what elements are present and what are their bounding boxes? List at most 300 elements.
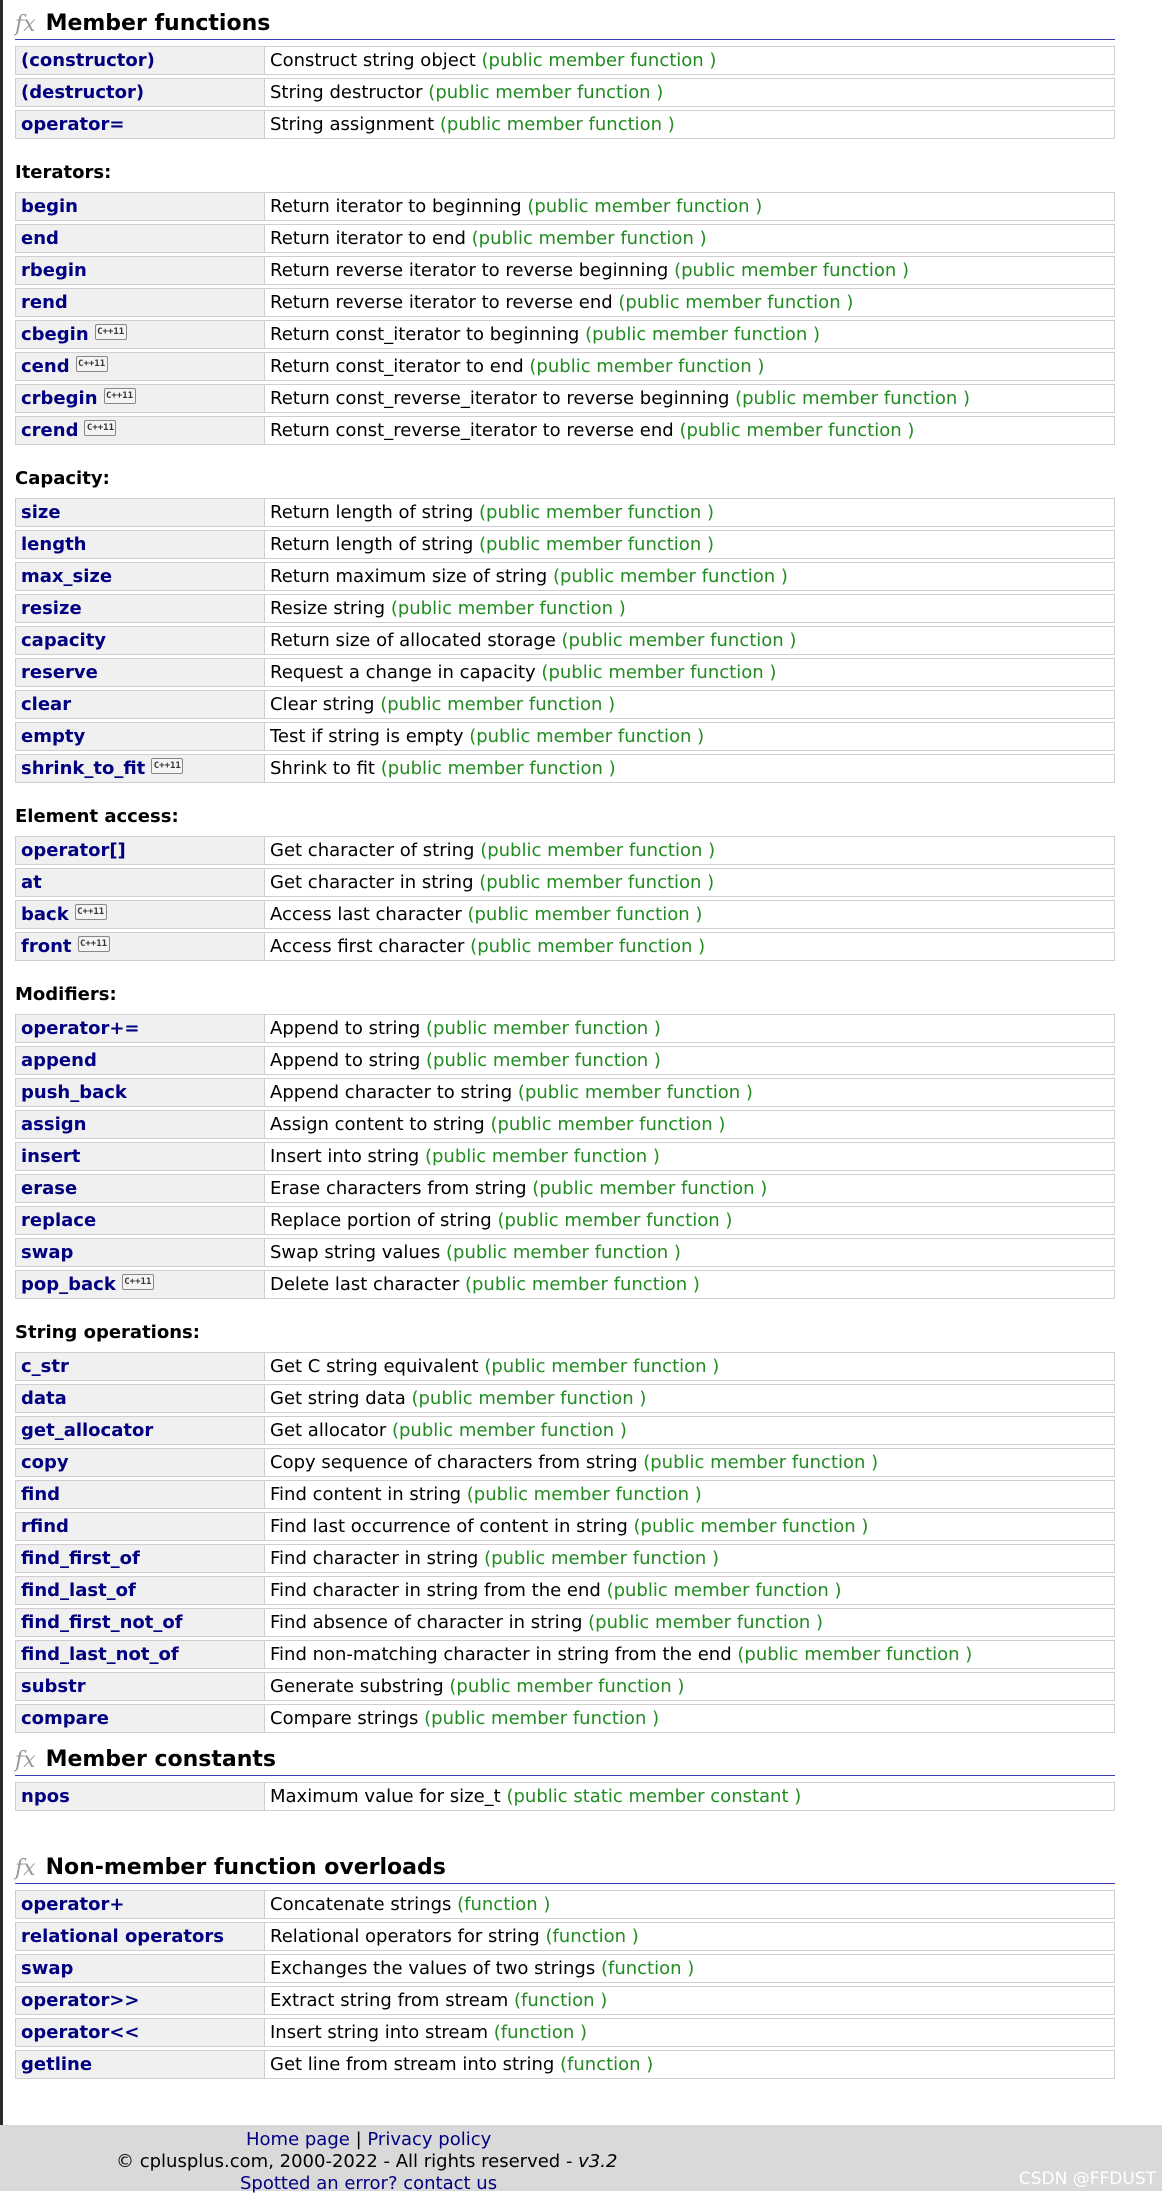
member-kind: (public member function )	[532, 1178, 768, 1199]
member-description: Access first character	[270, 936, 465, 957]
member-constants-section	[15, 1748, 1115, 1814]
cpp11-badge-icon: C++11	[75, 904, 107, 920]
member-description-cell	[264, 46, 1115, 75]
member-description: Delete last character	[270, 1274, 460, 1295]
member-description-cell	[264, 1270, 1115, 1299]
cpp11-badge-icon: C++11	[84, 420, 116, 436]
member-row	[15, 562, 1115, 591]
member-kind: (public member function )	[484, 1548, 720, 1569]
member-row	[15, 1174, 1115, 1203]
member-link-begin[interactable]: begin	[21, 196, 78, 217]
member-link-end[interactable]: end	[21, 228, 59, 249]
member-group	[15, 160, 1115, 448]
member-link-append[interactable]: append	[21, 1050, 97, 1071]
member-constants-header	[15, 1748, 1115, 1776]
member-kind: (function )	[545, 1926, 639, 1947]
member-description: Exchanges the values of two strings	[270, 1958, 596, 1979]
member-description-cell	[264, 78, 1115, 107]
member-name-cell	[15, 1110, 264, 1139]
member-description: Return length of string	[270, 534, 474, 555]
member-link-rbegin[interactable]: rbegin	[21, 260, 87, 281]
member-description-cell	[264, 1608, 1115, 1637]
member-group	[15, 466, 1115, 786]
member-name-cell	[15, 1014, 264, 1043]
member-description-cell	[264, 384, 1115, 413]
member-table	[15, 495, 1115, 786]
member-kind: (public member function )	[479, 502, 714, 523]
member-description: Get C string equivalent	[270, 1356, 479, 1377]
member-description-cell	[264, 868, 1115, 897]
member-row	[15, 1014, 1115, 1043]
member-description: String assignment	[270, 114, 435, 135]
member-description: Return const_reverse_iterator to reverse end	[270, 420, 674, 441]
member-description: Generate substring	[270, 1676, 444, 1697]
member-link-destructor[interactable]: (destructor)	[21, 82, 145, 103]
member-description-cell	[264, 722, 1115, 751]
member-description: Insert string into stream	[270, 2022, 489, 2043]
member-row	[15, 658, 1115, 687]
member-link-shrink-to-fit[interactable]: shrink_to_fit	[21, 758, 146, 779]
member-kind: (public member function )	[479, 872, 715, 893]
member-row	[15, 1986, 1115, 2015]
member-description-cell	[264, 1110, 1115, 1139]
member-link-operator[interactable]: operator=	[21, 114, 125, 135]
member-description: Get string data	[270, 1388, 406, 1409]
member-description: Concatenate strings	[270, 1894, 452, 1915]
member-row	[15, 1954, 1115, 1983]
member-kind: (public member function )	[633, 1516, 869, 1537]
member-description: Return iterator to beginning	[270, 196, 522, 217]
member-description: Return maximum size of string	[270, 566, 548, 587]
member-row	[15, 1270, 1115, 1299]
footer-links	[246, 2129, 491, 2150]
member-link-operator[interactable]: operator<<	[21, 2022, 140, 2043]
member-kind: (public member function )	[679, 420, 915, 441]
member-name-cell	[15, 754, 264, 783]
member-table	[15, 43, 1115, 142]
member-row	[15, 1672, 1115, 1701]
member-link-data[interactable]: data	[21, 1388, 67, 1409]
member-name-cell	[15, 1448, 264, 1477]
member-name-cell	[15, 352, 264, 381]
member-name-cell	[15, 498, 264, 527]
member-row	[15, 1512, 1115, 1541]
member-row	[15, 416, 1115, 445]
version-text: v3.2	[578, 2151, 618, 2172]
member-name-cell	[15, 416, 264, 445]
member-name-cell	[15, 1512, 264, 1541]
member-name-cell	[15, 2050, 264, 2079]
member-description-cell	[264, 498, 1115, 527]
member-kind: (function )	[600, 1958, 695, 1979]
member-name-cell	[15, 1384, 264, 1413]
member-table	[15, 1011, 1115, 1302]
member-description: Return const_reverse_iterator to reverse beginning	[270, 388, 730, 409]
member-description-cell	[264, 1174, 1115, 1203]
member-description-cell	[264, 594, 1115, 623]
fx-icon: fx	[15, 12, 36, 37]
member-kind: (public member function )	[517, 1082, 753, 1103]
member-kind: (function )	[457, 1894, 551, 1915]
member-link-cend[interactable]: cend	[21, 356, 70, 377]
member-kind: (public member function )	[737, 1644, 973, 1665]
member-link-c-str[interactable]: c_str	[21, 1356, 69, 1377]
member-link-find-last-of[interactable]: find_last_of	[21, 1580, 136, 1601]
member-link-get-allocator[interactable]: get_allocator	[21, 1420, 154, 1441]
member-link-rfind[interactable]: rfind	[21, 1516, 69, 1537]
member-name-cell	[15, 1046, 264, 1075]
member-name-cell	[15, 658, 264, 687]
member-link-replace[interactable]: replace	[21, 1210, 97, 1231]
member-name-cell	[15, 1704, 264, 1733]
member-link-crbegin[interactable]: crbegin	[21, 388, 98, 409]
member-link-insert[interactable]: insert	[21, 1146, 81, 1167]
member-description: Insert into string	[270, 1146, 420, 1167]
member-constants-table	[15, 1779, 1115, 1814]
member-link-copy[interactable]: copy	[21, 1452, 69, 1473]
member-description: Construct string object	[270, 50, 476, 71]
member-description: Erase characters from string	[270, 1178, 527, 1199]
member-link-length[interactable]: length	[21, 534, 87, 555]
footer-separator: |	[355, 2129, 362, 2150]
member-description-cell	[264, 1046, 1115, 1075]
member-row	[15, 626, 1115, 655]
member-description: Copy sequence of characters from string	[270, 1452, 638, 1473]
member-description-cell	[264, 932, 1115, 961]
member-row	[15, 1110, 1115, 1139]
section-title: Member functions	[45, 11, 271, 36]
member-description-cell	[264, 1416, 1115, 1445]
member-name-cell	[15, 1544, 264, 1573]
member-link-operator[interactable]: operator+	[21, 1894, 125, 1915]
member-description-cell	[264, 1512, 1115, 1541]
member-description-cell	[264, 1142, 1115, 1171]
member-row	[15, 594, 1115, 623]
member-description-cell	[264, 836, 1115, 865]
member-kind: (public member function )	[618, 292, 854, 313]
member-group	[15, 43, 1115, 142]
member-link-pop-back[interactable]: pop_back	[21, 1274, 116, 1295]
member-row	[15, 2018, 1115, 2047]
member-description-cell	[264, 1014, 1115, 1043]
member-name-cell	[15, 1576, 264, 1605]
member-description-cell	[264, 1078, 1115, 1107]
member-kind: (function )	[514, 1990, 608, 2011]
member-kind: (public member function )	[588, 1612, 824, 1633]
member-description-cell	[264, 1384, 1115, 1413]
member-description: String destructor	[270, 82, 423, 103]
member-description-cell	[264, 1986, 1115, 2015]
member-description: Request a change in capacity	[270, 662, 536, 683]
home-page-link[interactable]: Home page	[246, 2129, 350, 2150]
member-link-constructor[interactable]: (constructor)	[21, 50, 155, 71]
member-row	[15, 1206, 1115, 1235]
member-description-cell	[264, 224, 1115, 253]
member-description: Return iterator to end	[270, 228, 466, 249]
member-description: Get character in string	[270, 872, 474, 893]
member-row	[15, 1480, 1115, 1509]
group-label: Iterators:	[15, 162, 112, 183]
member-name-cell	[15, 594, 264, 623]
member-description: Maximum value for size_t	[270, 1786, 501, 1807]
member-description-cell	[264, 658, 1115, 687]
non-member-table	[15, 1887, 1115, 2082]
non-member-section	[15, 1856, 1115, 2082]
member-row	[15, 46, 1115, 75]
member-link-find-last-not-of[interactable]: find_last_not_of	[21, 1644, 179, 1665]
non-member-header	[15, 1856, 1115, 1884]
member-row	[15, 1352, 1115, 1381]
member-description-cell	[264, 754, 1115, 783]
member-description: Find character in string from the end	[270, 1580, 601, 1601]
member-link-substr[interactable]: substr	[21, 1676, 86, 1697]
member-link-cbegin[interactable]: cbegin	[21, 324, 89, 345]
member-description-cell	[264, 1704, 1115, 1733]
member-name-cell	[15, 192, 264, 221]
member-row	[15, 192, 1115, 221]
member-row	[15, 722, 1115, 751]
member-description: Test if string is empty	[270, 726, 464, 747]
member-kind: (public member function )	[426, 1018, 661, 1039]
member-link-capacity[interactable]: capacity	[21, 630, 107, 651]
member-description-cell	[264, 320, 1115, 349]
member-name-cell	[15, 1352, 264, 1381]
member-row	[15, 256, 1115, 285]
member-row	[15, 1890, 1115, 1919]
member-name-cell	[15, 1206, 264, 1235]
member-row	[15, 110, 1115, 139]
member-kind: (public member function )	[585, 324, 821, 345]
member-name-cell	[15, 1922, 264, 1951]
member-kind: (public member function )	[390, 598, 626, 619]
member-kind: (public member function )	[411, 1388, 647, 1409]
member-kind: (public member function )	[552, 566, 788, 587]
member-group	[15, 804, 1115, 964]
cpp11-badge-icon: C++11	[122, 1274, 154, 1290]
member-link-erase[interactable]: erase	[21, 1178, 78, 1199]
member-row	[15, 1046, 1115, 1075]
member-link-swap[interactable]: swap	[21, 1242, 74, 1263]
member-kind: (public member function )	[466, 1484, 702, 1505]
member-description-cell	[264, 110, 1115, 139]
member-description: Append character to string	[270, 1082, 513, 1103]
member-row	[15, 352, 1115, 381]
member-name-cell	[15, 2018, 264, 2047]
member-link-front[interactable]: front	[21, 936, 72, 957]
member-description-cell	[264, 1576, 1115, 1605]
member-description: Return const_iterator to end	[270, 356, 524, 377]
cpp11-badge-icon: C++11	[76, 356, 108, 372]
member-name-cell	[15, 932, 264, 961]
member-row	[15, 900, 1115, 929]
watermark: CSDN @FFDUST	[1018, 2169, 1156, 2189]
member-kind: (public member function )	[541, 662, 777, 683]
privacy-policy-link[interactable]: Privacy policy	[367, 2129, 492, 2150]
member-description: Append to string	[270, 1050, 421, 1071]
member-kind: (public member function )	[529, 356, 765, 377]
member-row	[15, 1078, 1115, 1107]
member-link-reserve[interactable]: reserve	[21, 662, 98, 683]
member-kind: (public member function )	[446, 1242, 681, 1263]
member-link-find-first-not-of[interactable]: find_first_not_of	[21, 1612, 183, 1633]
member-link-operator[interactable]: operator>>	[21, 1990, 140, 2011]
member-description-cell	[264, 192, 1115, 221]
member-description-cell	[264, 256, 1115, 285]
member-description-cell	[264, 416, 1115, 445]
member-functions-header	[15, 12, 1115, 40]
member-description: Return size of allocated storage	[270, 630, 556, 651]
member-link-find-first-of[interactable]: find_first_of	[21, 1548, 140, 1569]
group-label: String operations:	[15, 1322, 200, 1343]
member-description-cell	[264, 1922, 1115, 1951]
member-description-cell	[264, 1782, 1115, 1811]
member-kind: (public member function )	[439, 114, 675, 135]
member-link-compare[interactable]: compare	[21, 1708, 109, 1729]
member-kind: (public member function )	[428, 82, 664, 103]
member-link-assign[interactable]: assign	[21, 1114, 87, 1135]
member-name-cell	[15, 562, 264, 591]
member-kind: (public member function )	[380, 758, 616, 779]
fx-icon: fx	[15, 1748, 36, 1773]
member-description: Relational operators for string	[270, 1926, 540, 1947]
member-kind: (public member function )	[674, 260, 910, 281]
member-link-swap[interactable]: swap	[21, 1958, 74, 1979]
member-description-cell	[264, 1238, 1115, 1267]
member-name-cell	[15, 320, 264, 349]
member-description: Resize string	[270, 598, 386, 619]
member-row	[15, 320, 1115, 349]
member-description-cell	[264, 2050, 1115, 2079]
member-row	[15, 868, 1115, 897]
cpp11-badge-icon: C++11	[151, 758, 183, 774]
member-name-cell	[15, 1480, 264, 1509]
member-kind: (public member function )	[497, 1210, 733, 1231]
member-description: Clear string	[270, 694, 375, 715]
group-label: Modifiers:	[15, 984, 117, 1005]
member-kind: (public member function )	[391, 1420, 627, 1441]
member-functions-section	[15, 12, 1115, 1736]
member-description-cell	[264, 1890, 1115, 1919]
member-kind: (public member function )	[449, 1676, 685, 1697]
member-row	[15, 1448, 1115, 1477]
member-link-resize[interactable]: resize	[21, 598, 82, 619]
member-name-cell	[15, 110, 264, 139]
member-function-groups	[15, 43, 1115, 1736]
member-kind: (function )	[560, 2054, 654, 2075]
member-description-cell	[264, 1544, 1115, 1573]
member-name-cell	[15, 46, 264, 75]
member-link-rend[interactable]: rend	[21, 292, 68, 313]
member-link-npos[interactable]: npos	[21, 1786, 70, 1807]
cpp11-badge-icon: C++11	[78, 936, 110, 952]
member-kind: (function )	[493, 2022, 588, 2043]
member-name-cell	[15, 1608, 264, 1637]
member-kind: (public member function )	[471, 228, 707, 249]
member-description-cell	[264, 530, 1115, 559]
member-name-cell	[15, 1238, 264, 1267]
member-description-cell	[264, 562, 1115, 591]
member-description: Return reverse iterator to reverse end	[270, 292, 613, 313]
member-description: Find non-matching character in string from the end	[270, 1644, 732, 1665]
member-description: Find content in string	[270, 1484, 462, 1505]
member-row	[15, 690, 1115, 719]
member-description: Get character of string	[270, 840, 475, 861]
member-link-at[interactable]: at	[21, 872, 42, 893]
section-title: Member constants	[45, 1747, 277, 1772]
member-row	[15, 1238, 1115, 1267]
footer	[0, 2125, 1162, 2194]
member-name-cell	[15, 78, 264, 107]
member-name-cell	[15, 1270, 264, 1299]
member-description: Extract string from stream	[270, 1990, 509, 2011]
member-name-cell	[15, 530, 264, 559]
member-name-cell	[15, 1640, 264, 1669]
member-link-clear[interactable]: clear	[21, 694, 72, 715]
member-row	[15, 1640, 1115, 1669]
member-row	[15, 78, 1115, 107]
member-name-cell	[15, 722, 264, 751]
member-name-cell	[15, 256, 264, 285]
member-name-cell	[15, 1078, 264, 1107]
member-description: Compare strings	[270, 1708, 419, 1729]
member-kind: (public member function )	[424, 1708, 660, 1729]
copyright	[116, 2151, 617, 2172]
member-name-cell	[15, 1782, 264, 1811]
member-name-cell	[15, 836, 264, 865]
member-kind: (public member function )	[481, 50, 717, 71]
member-description: Get line from stream into string	[270, 2054, 555, 2075]
member-name-cell	[15, 868, 264, 897]
member-description: Get allocator	[270, 1420, 387, 1441]
member-name-cell	[15, 900, 264, 929]
member-name-cell	[15, 1174, 264, 1203]
member-description: Swap string values	[270, 1242, 441, 1263]
member-description: Return const_iterator to beginning	[270, 324, 580, 345]
member-link-back[interactable]: back	[21, 904, 69, 925]
member-link-size[interactable]: size	[21, 502, 61, 523]
member-link-push-back[interactable]: push_back	[21, 1082, 127, 1103]
member-link-find[interactable]: find	[21, 1484, 61, 1505]
member-name-cell	[15, 1890, 264, 1919]
member-link-relational-operators[interactable]: relational operators	[21, 1926, 224, 1947]
group-label: Capacity:	[15, 468, 110, 489]
member-name-cell	[15, 626, 264, 655]
member-kind: (public member function )	[469, 726, 705, 747]
contact-link[interactable]: Spotted an error? contact us	[240, 2173, 498, 2194]
member-row	[15, 1142, 1115, 1171]
member-name-cell	[15, 1954, 264, 1983]
member-name-cell	[15, 1142, 264, 1171]
member-link-getline[interactable]: getline	[21, 2054, 93, 2075]
member-row	[15, 1782, 1115, 1811]
member-link-operator[interactable]: operator+=	[21, 1018, 140, 1039]
member-kind: (public member function )	[606, 1580, 842, 1601]
member-link-operator[interactable]: operator[]	[21, 840, 126, 861]
member-link-crend[interactable]: crend	[21, 420, 79, 441]
member-row	[15, 1384, 1115, 1413]
member-description-cell	[264, 690, 1115, 719]
member-kind: (public member function )	[643, 1452, 879, 1473]
member-row	[15, 836, 1115, 865]
member-description: Assign content to string	[270, 1114, 485, 1135]
member-link-max-size[interactable]: max_size	[21, 566, 113, 587]
member-link-empty[interactable]: empty	[21, 726, 86, 747]
member-description: Find character in string	[270, 1548, 479, 1569]
member-group	[15, 1320, 1115, 1736]
member-table	[15, 1349, 1115, 1736]
member-row	[15, 530, 1115, 559]
member-description: Shrink to fit	[270, 758, 375, 779]
